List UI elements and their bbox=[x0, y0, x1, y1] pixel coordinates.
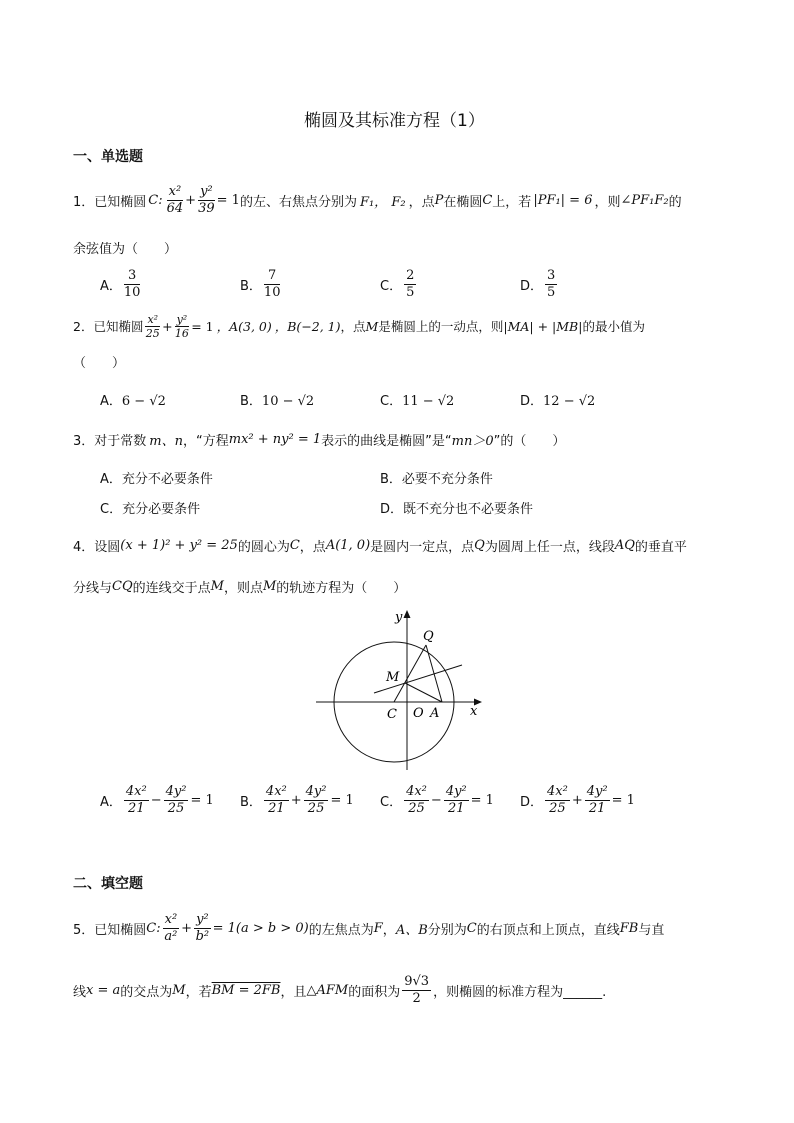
q1-option-a[interactable]: A． $\frac{3}{10}$ bbox=[100, 267, 141, 300]
q1-option-c-value: $\frac{2}{5}$ bbox=[406, 267, 415, 300]
q4-point-a: A(1, 0) bbox=[325, 538, 371, 553]
q1-point-p: P bbox=[434, 192, 444, 208]
q3-text: 对于常数 bbox=[94, 434, 147, 449]
label-a: A bbox=[430, 706, 440, 721]
q1-option-b[interactable]: B． $\frac{7}{10}$ bbox=[240, 267, 281, 300]
q1-fraction-x: $\frac{\text{x²}}{64}$ bbox=[166, 183, 184, 216]
q2-fraction-y: $\frac{\text{y²}}{16}$ bbox=[174, 312, 189, 340]
q3-option-c-value: 充分必要条件 bbox=[122, 502, 201, 517]
q2-text: ，点 bbox=[340, 319, 366, 334]
q1-option-d-value: $\frac{3}{5}$ bbox=[547, 267, 556, 300]
q1-foci: F₁， F₂ bbox=[359, 194, 406, 210]
q3-option-b[interactable]: B．必要不充分条件 bbox=[380, 472, 493, 487]
q1-option-b-value: $\frac{7}{10}$ bbox=[263, 267, 281, 300]
q4-option-b[interactable]: B． $\frac{\text{4x²}}{21}$ + $\frac{\text{4y²}}{25}$ = 1 bbox=[240, 784, 354, 816]
q4-figure bbox=[310, 605, 490, 775]
q2-equals: = 1 bbox=[191, 318, 214, 334]
q4-number: 4． bbox=[73, 540, 95, 555]
q4-options bbox=[100, 784, 660, 824]
q3-option-b-value: 必要不充分条件 bbox=[401, 472, 493, 487]
q1-option-d[interactable]: D． $\frac{3}{5}$ bbox=[520, 267, 556, 300]
q5-text: ，则椭圆的标准方程为______. bbox=[433, 984, 607, 1000]
q1-option-c[interactable]: C． $\frac{2}{5}$ bbox=[380, 267, 415, 300]
q2-option-c-value: 11 − √2 bbox=[402, 394, 455, 409]
q2-text: 是椭圆上的一动点，则 bbox=[378, 319, 504, 334]
q4-segment-aq: AQ bbox=[614, 538, 635, 553]
q4-point-m: M bbox=[210, 579, 224, 594]
q5-line-fb: FB bbox=[619, 920, 639, 936]
q4-text: ，则点 bbox=[223, 581, 263, 596]
q4-text: 的轨迹方程为（ ） bbox=[276, 581, 407, 596]
y-axis-label: y bbox=[395, 610, 403, 625]
q4-text: ，点 bbox=[299, 540, 326, 555]
q2-options bbox=[100, 390, 660, 410]
x-axis-label: x bbox=[470, 704, 478, 719]
question-1-line-1 bbox=[73, 180, 682, 220]
q4-text: 的垂直平 bbox=[634, 540, 687, 555]
q5-fraction-y: $\frac{\text{y²}}{\text{b²}}$ bbox=[195, 911, 210, 944]
q5-text: 已知椭圆 bbox=[94, 922, 147, 938]
q2-point-m: M bbox=[365, 318, 379, 334]
question-5-line-1: 5． 已知椭圆 C: $\frac{\text{x²}}{\text{a²}}$ + $\frac{\text{y²}}{\text{b²}}$ = 1(a > b > 0) 的左焦点为 F ， A、B 分别为 C 的右顶点和上顶点，直线 FB 与直 bbox=[73, 911, 665, 944]
q3-option-c[interactable]: C．充分必要条件 bbox=[100, 502, 201, 517]
q5-text: ，若 bbox=[185, 984, 212, 1000]
q1-distance: |PF₁| = 6 bbox=[533, 192, 593, 208]
q3-constants: m、n bbox=[149, 434, 183, 449]
q1-text: 的左、右焦点分别为 bbox=[239, 194, 357, 210]
q5-text: ，且 bbox=[280, 984, 307, 1000]
q5-area-value: $\frac{9√3}{2}$ bbox=[404, 973, 430, 1006]
section-heading-single-choice: 一、单选题 bbox=[73, 149, 143, 165]
q2-number: 2． bbox=[73, 319, 94, 334]
q2-point-b: ，B(−2, 1) bbox=[274, 319, 341, 334]
q5-points-ab: A、B bbox=[395, 922, 428, 938]
question-2-line-2: （ ） bbox=[73, 356, 126, 371]
segment-ma bbox=[405, 683, 442, 702]
q5-point-m: M bbox=[172, 982, 186, 998]
q5-triangle: △AFM bbox=[306, 982, 349, 998]
q1-angle: ∠PF₁F₂ bbox=[620, 192, 669, 208]
q1-fraction-y: $\frac{\text{y²}}{39}$ bbox=[198, 183, 215, 216]
q3-option-a-value: 充分不必要条件 bbox=[121, 472, 213, 487]
q4-point-q: Q bbox=[474, 538, 485, 553]
q5-line-x-a: x = a bbox=[86, 982, 121, 998]
q2-point-a: ，A(3, 0) bbox=[216, 319, 272, 334]
q3-option-d[interactable]: D．既不充分也不必要条件 bbox=[380, 502, 534, 517]
q4-text: 的圆心为 bbox=[237, 540, 290, 555]
question-4-line-2 bbox=[73, 577, 406, 596]
q1-ellipse-name: C: bbox=[148, 192, 163, 208]
q4-text: 设圆 bbox=[94, 540, 121, 555]
q5-text: 的右顶点和上顶点，直线 bbox=[476, 922, 620, 938]
q4-point-m: M bbox=[262, 579, 277, 594]
q5-ellipse-name: C: bbox=[146, 920, 161, 936]
q2-option-a[interactable]: A．6 − √2 bbox=[100, 394, 166, 409]
q4-text: 为圆周上任一点，线段 bbox=[484, 540, 615, 555]
q1-option-a-value: $\frac{3}{10}$ bbox=[123, 267, 141, 300]
q4-option-a[interactable]: A． $\frac{\text{4x²}}{21}$ − $\frac{\text{4y²}}{25}$ = 1 bbox=[100, 784, 214, 816]
q5-number: 5． bbox=[73, 922, 95, 938]
q4-option-c[interactable]: C． $\frac{\text{4x²}}{25}$ − $\frac{\text{4y²}}{21}$ = 1 bbox=[380, 784, 494, 816]
q1-text: ，则 bbox=[594, 194, 621, 210]
q2-option-d-value: 12 − √2 bbox=[543, 394, 596, 409]
y-axis-arrow bbox=[404, 610, 411, 618]
q2-text: 已知椭圆 bbox=[93, 319, 144, 334]
q3-option-a[interactable]: A．充分不必要条件 bbox=[100, 472, 213, 487]
q2-text: 的最小值为 bbox=[582, 319, 645, 334]
q5-text: 的面积为 bbox=[348, 984, 401, 1000]
q3-condition: mn＞0 bbox=[451, 434, 494, 449]
q5-text: 的交点为 bbox=[120, 984, 173, 1000]
q5-focus-f: F bbox=[373, 920, 383, 936]
label-c: C bbox=[387, 707, 397, 722]
q1-number: 1． bbox=[73, 194, 95, 210]
q1-text: 的 bbox=[668, 194, 682, 210]
q5-vector-relation: BM = 2FB bbox=[211, 982, 281, 998]
q1-text: 上，若 bbox=[492, 194, 532, 210]
question-5-line-2 bbox=[73, 970, 606, 1010]
q3-text: 表示的曲线是椭圆”是“ bbox=[321, 434, 452, 449]
question-2-line-1: 2． 已知椭圆 $\frac{\text{x²}}{25}$ + $\frac{\text{y²}}{16}$ = 1 ，A(3, 0) ，B(−2, 1) ，点 M 是椭圆上的一动点，则 |MA| + |MB| 的最小值为 bbox=[73, 312, 645, 340]
q2-option-d[interactable]: D．12 − √2 bbox=[520, 394, 596, 409]
label-m: M bbox=[386, 670, 400, 685]
q5-ellipse-c: C bbox=[466, 920, 477, 936]
q5-text: ， bbox=[382, 922, 396, 938]
q1-plus: + bbox=[185, 192, 197, 208]
q4-text: 分线与 bbox=[73, 581, 113, 596]
q2-expression: |MA| + |MB| bbox=[503, 318, 583, 334]
q2-option-b-value: 10 − √2 bbox=[261, 394, 315, 409]
page-title: 椭圆及其标准方程（1） bbox=[304, 111, 485, 131]
section-heading-fill-in: 二、填空题 bbox=[73, 876, 143, 892]
q3-text: ，“方程 bbox=[183, 434, 229, 449]
q5-text: 与直 bbox=[638, 922, 665, 938]
q2-option-a-value: 6 − √2 bbox=[121, 394, 166, 409]
q4-text: 是圆内一定点，点 bbox=[370, 540, 475, 555]
q1-text: 已知椭圆 bbox=[94, 194, 147, 210]
question-4-line-1 bbox=[73, 536, 687, 555]
q3-equation: mx² + ny² = 1 bbox=[228, 432, 322, 447]
q5-fraction-x: $\frac{\text{x²}}{\text{a²}}$ bbox=[164, 911, 178, 944]
q3-text: ”的（ ） bbox=[493, 434, 566, 449]
q1-equals: = 1 bbox=[216, 192, 240, 208]
q4-text: 的连线交于点 bbox=[132, 581, 211, 596]
q1-ellipse-c: C bbox=[482, 192, 493, 208]
q5-text: 分别为 bbox=[427, 922, 467, 938]
q1-options bbox=[100, 264, 600, 304]
q5-equation-condition: = 1(a > b > 0) bbox=[212, 920, 309, 936]
q4-segment-cq: CQ bbox=[112, 579, 133, 594]
label-o: O bbox=[413, 706, 424, 721]
q3-option-d-value: 既不充分也不必要条件 bbox=[403, 502, 534, 517]
q2-fraction-x: $\frac{\text{x²}}{25}$ bbox=[145, 312, 160, 340]
q4-circle-equation: (x + 1)² + y² = 25 bbox=[120, 538, 238, 553]
q4-option-d[interactable]: D． $\frac{\text{4x²}}{25}$ + $\frac{\text{4y²}}{21}$ = 1 bbox=[520, 784, 635, 816]
q5-text: 的左焦点为 bbox=[308, 922, 374, 938]
q5-text: 线 bbox=[73, 984, 87, 1000]
q1-text: 在椭圆 bbox=[443, 194, 483, 210]
q1-text: ，点 bbox=[408, 194, 435, 210]
question-3 bbox=[73, 430, 565, 449]
q2-option-b[interactable]: B．10 − √2 bbox=[240, 394, 315, 409]
label-q: Q bbox=[423, 629, 434, 644]
question-1-line-2: 余弦值为（ ） bbox=[73, 242, 178, 257]
q3-number: 3． bbox=[73, 434, 95, 449]
q4-center-c: C bbox=[289, 538, 300, 553]
q2-option-c[interactable]: C．11 − √2 bbox=[380, 394, 455, 409]
